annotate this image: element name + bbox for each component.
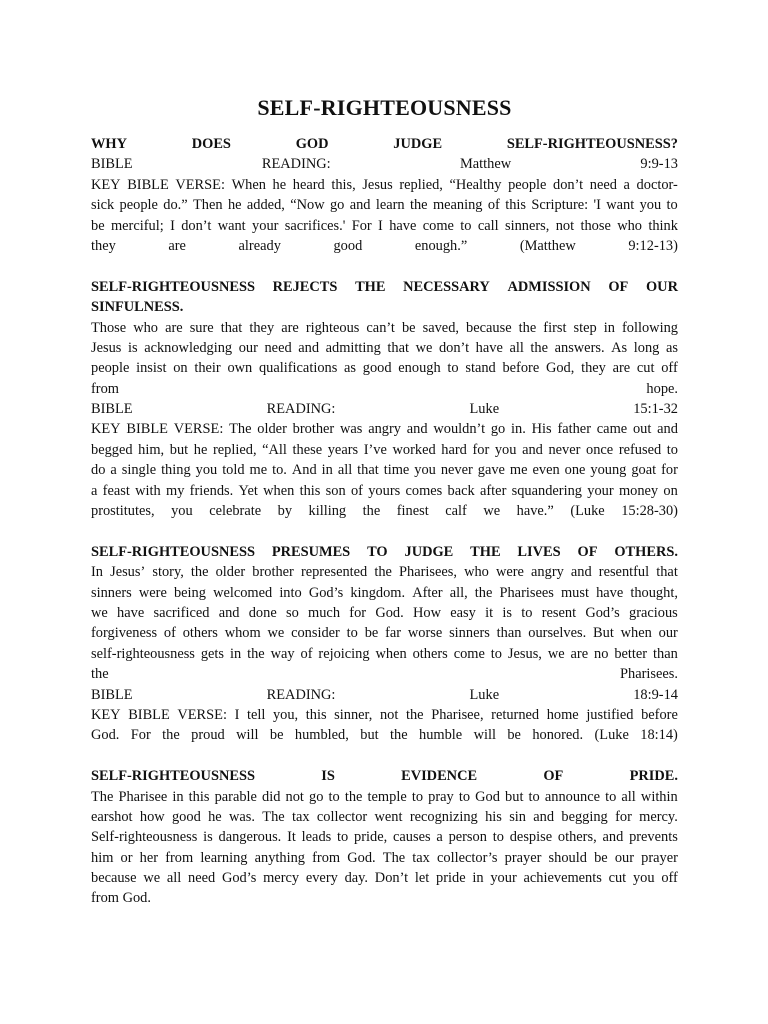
section-heading-continued: SINFULNESS. [91,299,184,316]
document-title: SELF-RIGHTEOUSNESS [257,95,512,120]
section-presumes-to-judge [91,542,678,746]
body-line: forgiveness of others whom we consider to be far worse sinners than ourselves. But when our [91,625,678,642]
body-line: people insist on their own qualifications as good enough to stand before God, they are cut off [91,360,678,377]
body-line: the Pharisees. [91,666,678,683]
bible-reading: BIBLE READING: Matthew 9:9-13 [91,156,678,173]
body-line: self-righteousness gets in the way of rejoicing when others come to Jesus, we are no better than [91,645,678,662]
body-line: God. For the proud will be humbled, but the humble will be honored. (Luke 18:14) [91,727,678,744]
body-line: a feast with my friends. Yet when this son of yours comes back after squandering your money on [91,482,678,499]
body-line: we have sacrificed and done so much for God. How easy it is to resent God’s gracious [91,604,678,621]
body-line-last: from God. [91,890,151,907]
body-line: prostitutes, you celebrate by killing the finest calf we have.” (Luke 15:28-30) [91,503,678,520]
body-line: from hope. [91,380,678,397]
body-line: do a single thing you told me to. And in all that time you never gave me even one young goat for [91,462,678,479]
bible-reading: BIBLE READING: Luke 18:9-14 [91,686,678,703]
section-heading: WHY DOES GOD JUDGE SELF-RIGHTEOUSNESS? [91,136,678,152]
body-line: KEY BIBLE VERSE: I tell you, this sinner, not the Pharisee, returned home justified before [91,706,678,723]
body-line: earshot how good he was. The tax collector went recognizing his sin and begging for mercy. [91,808,678,825]
body-line: KEY BIBLE VERSE: When he heard this, Jesus replied, “Healthy people don’t need a doctor- [91,176,678,193]
section-why-does-god-judge [91,134,678,256]
body-line: Jesus is acknowledging our need and admitting that we don’t have all the answers. As long as [91,339,678,356]
body-line: Those who are sure that they are righteous can’t be saved, because the first step in following [91,319,678,336]
body-line: sinners were being welcomed into God’s kingdom. After all, the Pharisees must have thought, [91,584,678,601]
bible-reading: BIBLE READING: Luke 15:1-32 [91,401,678,418]
body-line: be merciful; I don’t want your sacrifices.' For I have come to call sinners, not those who think [91,217,678,234]
body-line: they are already good enough.” (Matthew 9:12-13) [91,237,678,254]
body-line: him or her from learning anything from God. The tax collector’s prayer should be our prayer [91,849,678,866]
section-heading: SELF-RIGHTEOUSNESS REJECTS THE NECESSARY ADMISSION OF OUR [91,278,678,295]
section-evidence-of-pride [91,766,678,909]
body-line: In Jesus’ story, the older brother represented the Pharisees, who were angry and resentful that [91,564,678,581]
body-line: because we all need God’s mercy every day. Don’t let pride in your achievements cut you off [91,870,678,887]
document-page [91,94,678,909]
body-line: begged him, but he replied, “All these years I’ve worked hard for you and never once refused to [91,441,678,458]
section-heading: SELF-RIGHTEOUSNESS PRESUMES TO JUDGE THE LIVES OF OTHERS. [91,543,678,560]
body-line: Self-righteousness is dangerous. It leads to pride, causes a person to despise others, and prevents [91,829,678,846]
body-line: KEY BIBLE VERSE: The older brother was angry and wouldn’t go in. His father came out and [91,421,678,438]
section-heading: SELF-RIGHTEOUSNESS IS EVIDENCE OF PRIDE. [91,768,678,785]
body-line: The Pharisee in this parable did not go to the temple to pray to God but to announce to all within [91,788,678,805]
section-rejects-admission [91,277,678,522]
body-line: sick people do.” Then he added, “Now go and learn the meaning of this Scripture: 'I want you to [91,197,678,214]
